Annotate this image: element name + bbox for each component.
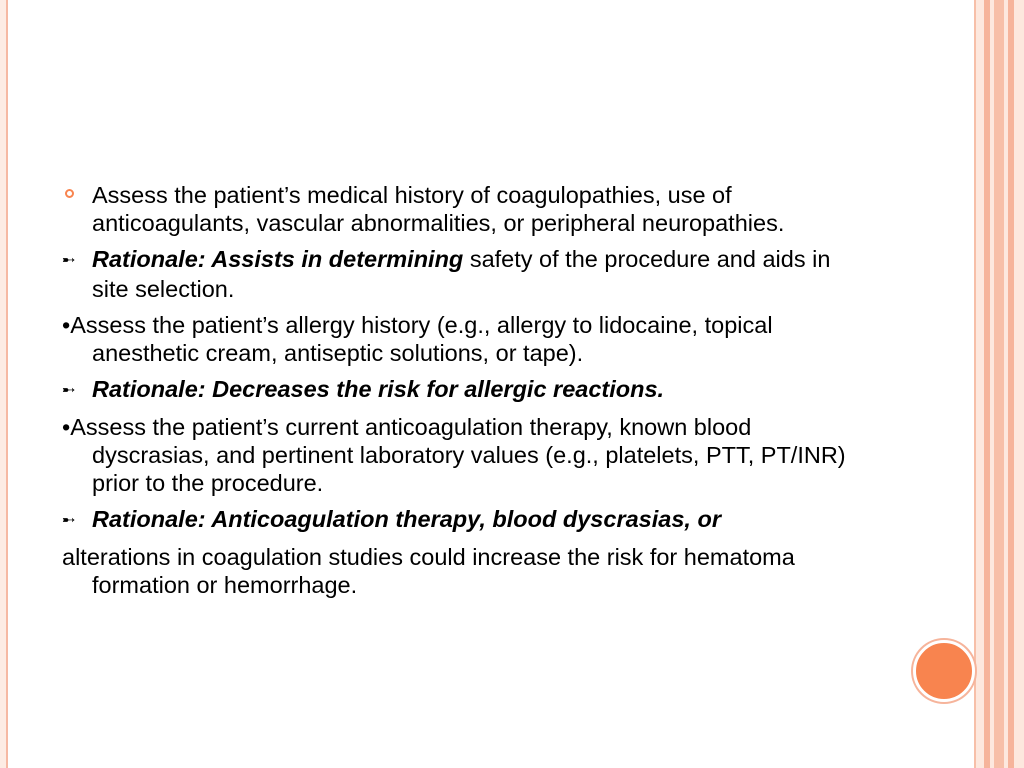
- rationale-label: Rationale: Decreases the risk for allergic reactions.: [92, 376, 665, 402]
- dot-bullet-icon: •: [62, 414, 71, 440]
- orange-circle-icon: [913, 640, 975, 702]
- arrow-bullet-icon: ➸: [62, 382, 76, 399]
- paragraph-rationale-site-selection: [62, 245, 872, 303]
- left-frame-line: [6, 0, 8, 768]
- stripe: [976, 0, 984, 768]
- paragraph-text: safety of the procedure and aids in site selection.: [92, 246, 831, 302]
- dot-bullet-icon: •: [62, 312, 71, 338]
- paragraph-text: Assess the patient’s current anticoagulation therapy, known blood dyscrasias, and pertinent laboratory values (e.g., platelets, PTT, PT/INR) prior to the procedure.: [70, 414, 846, 496]
- arrow-bullet-icon: ➸: [62, 252, 76, 269]
- paragraph-coagulation-alterations: [62, 543, 872, 599]
- paragraph-rationale-anticoagulation: [62, 505, 872, 535]
- right-decorative-stripes: [974, 0, 1024, 768]
- paragraph-allergy-history: [62, 311, 872, 367]
- paragraph-text: alterations in coagulation studies could increase the risk for hematoma formation or hemorrhage.: [62, 544, 795, 598]
- rationale-label: Rationale: Anticoagulation therapy, blood dyscrasias, or: [92, 506, 721, 532]
- stripe: [994, 0, 1004, 768]
- slide-body: [62, 181, 872, 607]
- rationale-label: Rationale: Assists in determining: [92, 246, 464, 272]
- orange-ring-bullet-icon: [65, 189, 74, 198]
- paragraph-rationale-allergic: [62, 375, 872, 405]
- paragraph-anticoagulation: [62, 413, 872, 497]
- stripe: [1014, 0, 1024, 768]
- paragraph-text: Assess the patient’s allergy history (e.g., allergy to lidocaine, topical anesthetic cream, antiseptic solutions, or tape).: [70, 312, 773, 366]
- paragraph-text: Assess the patient’s medical history of coagulopathies, use of anticoagulants, vascular abnormalities, or peripheral neuropathies.: [92, 182, 785, 236]
- paragraph-medical-history: [62, 181, 872, 237]
- arrow-bullet-icon: ➸: [62, 512, 76, 529]
